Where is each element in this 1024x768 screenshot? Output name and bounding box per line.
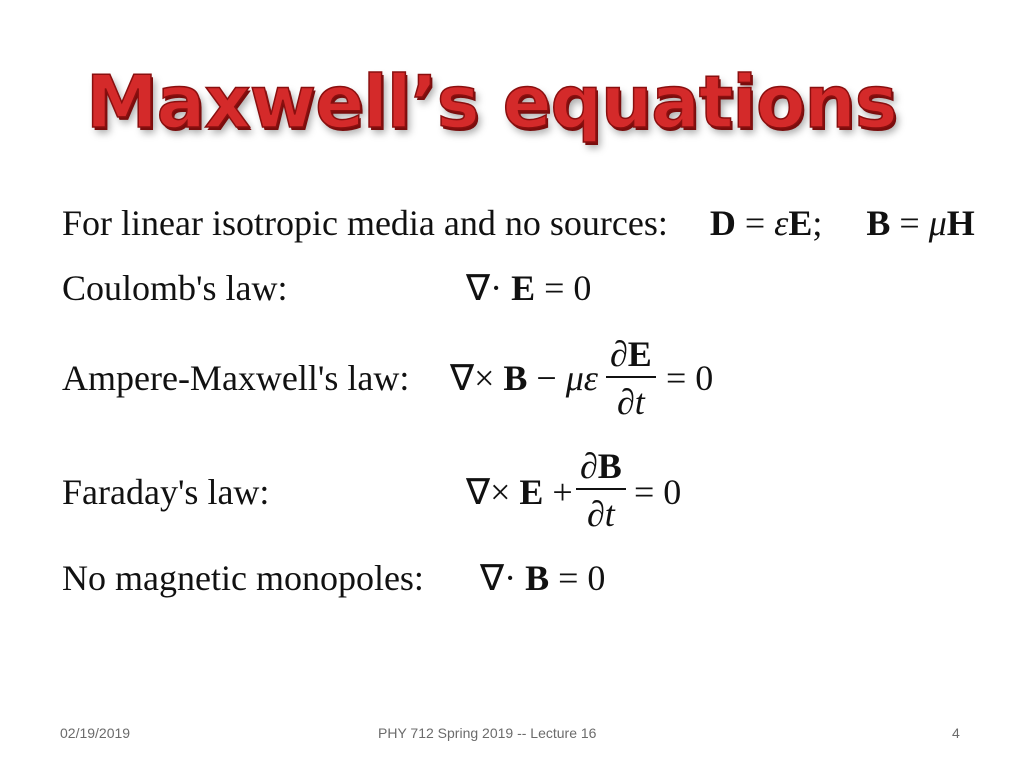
equals-zero: = 0 [544, 268, 592, 308]
footer-course: PHY 712 Spring 2019 -- Lecture 16 [378, 725, 597, 741]
faraday-law-label: Faraday's law: [62, 472, 270, 512]
faraday-equals-zero: = 0 [634, 472, 682, 512]
fraction-bar [606, 376, 656, 378]
coulomb-law-label: Coulomb's law: [62, 268, 288, 308]
field-b: B [525, 558, 550, 598]
fraction-denominator: ∂t [617, 382, 645, 422]
field-e: E [519, 472, 544, 512]
ampere-maxwell-law-label: Ampere-Maxwell's law: [62, 358, 410, 398]
minus-sign: − [536, 358, 566, 398]
symbol-b: B [866, 203, 891, 243]
coulomb-law-equation [466, 270, 591, 306]
equals-zero: = 0 [558, 558, 606, 598]
coefficient-mu-epsilon: με [565, 358, 598, 398]
ampere-maxwell-equals-zero: = 0 [666, 358, 714, 398]
equals-sign: = [744, 203, 766, 243]
symbol-epsilon: ε [774, 203, 789, 243]
slide-title: Maxwell’s equations [86, 60, 897, 144]
field-b: B [503, 358, 528, 398]
fraction-numerator: ∂E [610, 334, 652, 374]
del-dot-operator: ∇· [466, 268, 503, 308]
intro-text: For linear isotropic media and no sources: [62, 203, 668, 243]
ampere-maxwell-law-equation [450, 360, 598, 396]
field-e: E [511, 268, 536, 308]
separator: ; [812, 203, 823, 243]
symbol-e: E [788, 203, 813, 243]
symbol-mu: μ [928, 203, 947, 243]
plus-sign: + [552, 472, 573, 512]
footer-page-number: 4 [952, 725, 960, 741]
del-cross-operator: ∇× [466, 472, 511, 512]
faraday-fraction [576, 448, 626, 532]
fraction-bar [576, 488, 626, 490]
fraction-denominator: ∂t [587, 494, 615, 534]
fraction-numerator: ∂B [580, 446, 622, 486]
del-cross-operator: ∇× [450, 358, 495, 398]
del-dot-operator: ∇· [480, 558, 517, 598]
equals-sign: = [899, 203, 920, 243]
no-monopoles-label: No magnetic monopoles: [62, 558, 424, 598]
symbol-d: D [709, 203, 736, 243]
no-monopoles-equation [480, 560, 605, 596]
footer-date: 02/19/2019 [60, 725, 131, 741]
faraday-law-equation [466, 474, 573, 510]
ampere-maxwell-fraction [606, 336, 656, 420]
intro-line [62, 205, 975, 241]
symbol-h: H [946, 203, 975, 243]
